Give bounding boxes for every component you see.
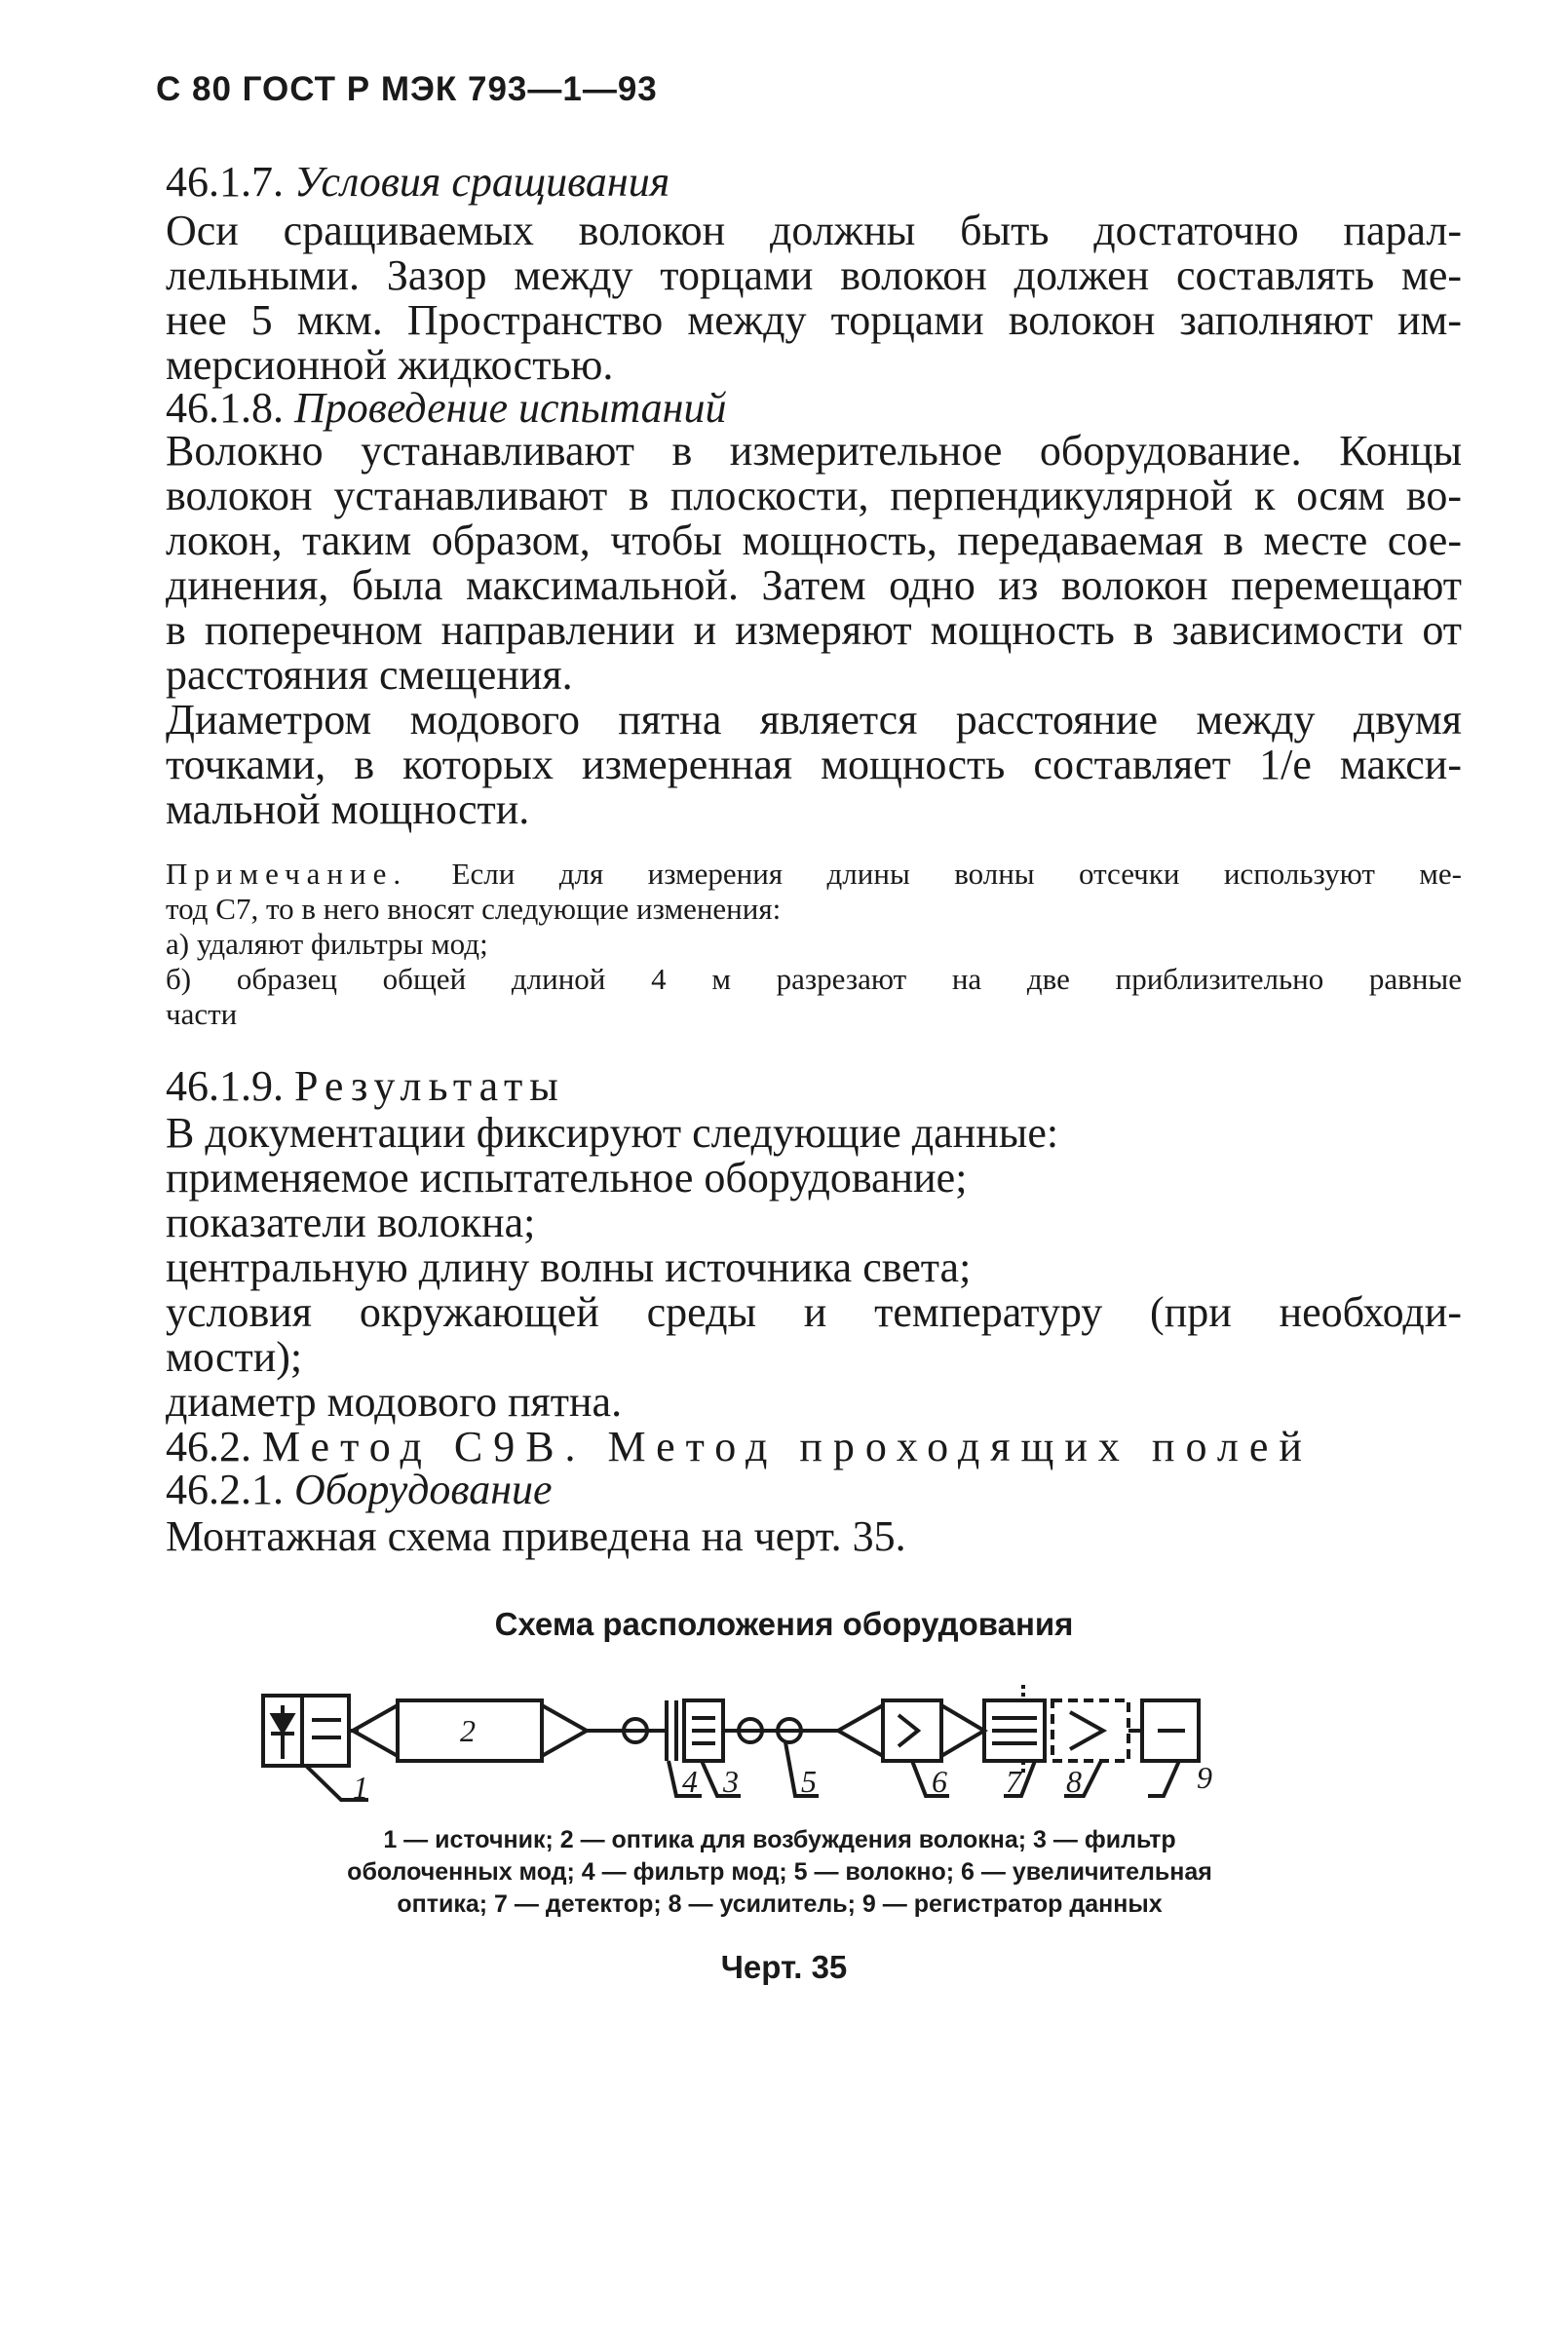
text-line: Оси сращиваемых волокон должны быть достаточно парал- [166, 207, 1462, 254]
note-line: б) образец общей длиной 4 м разрезают на две приблизительно равные [166, 962, 1462, 996]
label-8: 8 [1066, 1764, 1082, 1799]
amplifier-box [1052, 1700, 1128, 1761]
note-label: Примечание. [166, 857, 408, 891]
text-line: центральную длину волны источника света; [166, 1243, 972, 1291]
section-title: Оборудование [294, 1466, 553, 1513]
text-line: условия окружающей среды и температуру (при необходи- [166, 1288, 1462, 1336]
text-line: мерсионной жидкостью. [166, 341, 614, 389]
note-line: части [166, 997, 238, 1031]
magnifying-optics-box [883, 1700, 941, 1761]
text-line: расстояния смещения. [166, 651, 573, 699]
figure-legend-line: оболоченных мод; 4 — фильтр мод; 5 — волокно; 6 — увеличительная [347, 1858, 1212, 1886]
text-line: мости); [166, 1333, 303, 1381]
section-title: Результаты [294, 1062, 565, 1110]
text-line: диаметр модового пятна. [166, 1378, 623, 1426]
text-line: лельными. Зазор между торцами волокон должен составлять ме- [166, 251, 1462, 299]
text-line: показатели волокна; [166, 1199, 536, 1246]
text-line: нее 5 мкм. Пространство между торцами волокон заполняют им- [166, 296, 1462, 344]
section-number: 46.2.1. [166, 1466, 284, 1513]
figure-caption: Черт. 35 [720, 1949, 848, 1985]
text-line: применяемое испытательное оборудование; [166, 1154, 968, 1202]
note-line: а) удаляют фильтры мод; [166, 927, 488, 961]
label-5: 5 [801, 1764, 817, 1799]
label-1: 1 [353, 1770, 368, 1805]
note-line: тод С7, то в него вносят следующие изменения: [166, 892, 782, 926]
text-line: мальной мощности. [166, 785, 530, 833]
section-title: Метод С9В. Метод проходящих полей [262, 1423, 1313, 1470]
label-7: 7 [1006, 1764, 1021, 1799]
text-line: локон, таким образом, чтобы мощность, передаваемая в месте сое- [166, 516, 1462, 564]
figure-legend-line: 1 — источник; 2 — оптика для возбуждения волокна; 3 — фильтр [383, 1826, 1176, 1853]
note-text: Если для измерения длины волны отсечки используют ме- [451, 857, 1462, 891]
text-line: волокон устанавливают в плоскости, перпендикулярной к осям во- [166, 472, 1462, 519]
label-3: 3 [723, 1764, 739, 1799]
text-line: Диаметром модового пятна является расстояние между двумя [166, 696, 1462, 744]
figure-legend-line: оптика; 7 — детектор; 8 — усилитель; 9 — регистратор данных [397, 1890, 1163, 1918]
figure-title: Схема расположения оборудования [494, 1606, 1074, 1642]
note-line [166, 856, 1462, 892]
source-box [263, 1696, 349, 1766]
heading-46-1-9 [166, 1060, 1462, 1113]
section-number: 46.1.8. [166, 384, 284, 432]
heading-46-1-7 [166, 156, 1462, 209]
label-2: 2 [460, 1713, 476, 1748]
text-line: в поперечном направлении и измеряют мощность в зависимости от [166, 606, 1462, 654]
label-6: 6 [932, 1764, 947, 1799]
label-9: 9 [1197, 1760, 1212, 1795]
section-number: 46.1.7. [166, 158, 284, 206]
section-title: Проведение испытаний [294, 384, 727, 432]
text-line: Волокно устанавливают в измерительное оборудование. Концы [166, 427, 1462, 475]
text-line: динения, была максимальной. Затем одно из волокон перемещают [166, 561, 1462, 609]
section-number: 46.1.9. [166, 1062, 284, 1110]
heading-46-2-1 [166, 1464, 1462, 1516]
text-line: Монтажная схема приведена на черт. 35. [166, 1512, 906, 1560]
section-number: 46.2. [166, 1423, 251, 1470]
label-4: 4 [682, 1764, 698, 1799]
text-line: В документации фиксируют следующие данные: [166, 1109, 1059, 1157]
page-header: С 80 ГОСТ Р МЭК 793—1—93 [156, 70, 658, 108]
section-title: Условия сращивания [294, 158, 670, 206]
equipment-diagram [244, 1671, 1335, 1817]
text-line: точками, в которых измеренная мощность составляет 1/e макси- [166, 741, 1462, 788]
